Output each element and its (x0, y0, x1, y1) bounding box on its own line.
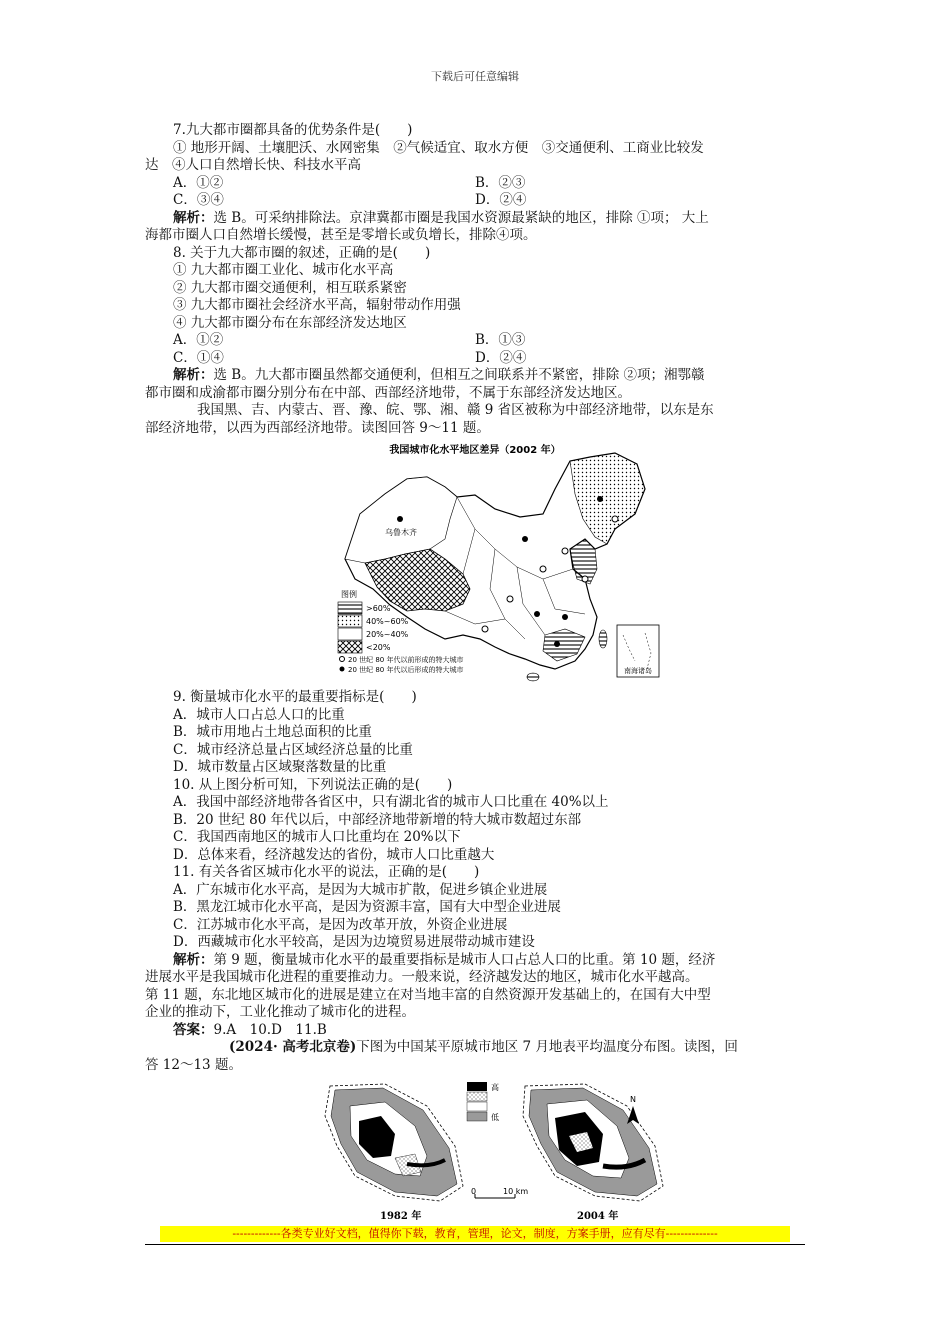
answers-value: 9.A 10.D 11.B (213, 1021, 327, 1038)
answers-label: 答案： (173, 1021, 214, 1038)
map1-city-marker (612, 516, 618, 522)
q7-explanation-line2: 海都市圈人口自然增长缓慢，甚至是零增长或负增长，排除④项。 (145, 227, 537, 243)
q8-explanation-line2: 都市圈和成渝都市圈分别分布在中部、西部经济地带，不属于东部经济发达地区。 (145, 384, 631, 401)
map2-2004 (523, 1084, 663, 1201)
expl9-11-label: 解析： (173, 951, 214, 968)
q8-options-row2 (145, 350, 805, 368)
map2-scale-ten: 10 km (503, 1187, 529, 1196)
map1-legend-note1: 20 世纪 80 年代以前形成的特大城市 (348, 656, 464, 664)
q11-option-d: D．西藏城市化水平较高，是因为边境贸易进展带动城市建设 (173, 934, 535, 950)
q8-explanation-text: 选 B。九大都市圈虽然都交通便利，但相互之间联系并不紧密，排除 ②项；湘鄂赣 (213, 367, 705, 383)
q9-option-d: D．城市数量占区域聚落数量的比重 (173, 759, 387, 775)
map1-legend-new-city-icon (340, 667, 345, 672)
q8-explanation-label: 解析： (173, 367, 214, 383)
q7-option-a: A．①② (173, 174, 224, 191)
q8-options-row1 (145, 332, 805, 350)
document-body (145, 122, 805, 1226)
map1-city-marker (522, 536, 528, 542)
map2-legend-mid2 (467, 1102, 487, 1111)
map1-legend-note2: 20 世纪 80 年代以后形成的特大城市 (348, 666, 464, 674)
map1-legend-40-60: 40%~60% (366, 617, 409, 626)
q11-option-a: A．广东城市化水平高，是因为大城市扩散，促进乡镇企业进展 (173, 881, 548, 898)
q7-option-c: C．③④ (173, 192, 224, 208)
map2-scale-zero: 0 (471, 1187, 477, 1196)
map1-city-marker (507, 596, 513, 602)
map1-city-marker (562, 548, 568, 554)
q12-intro-line2: 答 12～13 题。 (145, 1056, 242, 1073)
map1-title: 我国城市化水平地区差异（2002 年） (389, 445, 561, 456)
q7-options-row2 (145, 192, 805, 210)
q8-statement-1: ① 九大都市圈工业化、城市化水平高 (173, 262, 394, 278)
q10-option-a: A．我国中部经济地带各省区中，只有湖北省的城市人口比重在 40%以上 (173, 794, 609, 810)
map1-legend-lt20: <20% (366, 643, 391, 652)
map2-legend-high (467, 1082, 487, 1091)
intro-line2: 部经济地带，以西为西部经济地带。读图回答 9～11 题。 (145, 419, 490, 436)
q10-stem: 10. 从上图分析可知，下列说法正确的是( ) (173, 776, 453, 793)
q7-conditions-line1: ① 地形开阔、土壤肥沃、水网密集 ②气候适宜、取水方便 ③交通便利、工商业比较发 (173, 139, 704, 156)
map1-city-marker (597, 496, 603, 502)
q11-option-c: C．江苏城市化水平高，是因为改革开放，外资企业进展 (173, 916, 508, 933)
map1-hainan (527, 673, 539, 681)
map1-city-marker (562, 614, 568, 620)
q7-explanation-text: 选 B。可采纳排除法。京津冀都市圈是我国水资源最紧缺的地区，排除 ①项； 大上 (213, 209, 709, 226)
footer-divider (145, 1244, 805, 1245)
map1-city-marker (482, 626, 488, 632)
q10-option-c: C．我国西南地区的城市人口比重均在 20%以下 (173, 829, 461, 845)
map2-legend-low-label: 低 (491, 1113, 499, 1122)
map1-legend-swatch-lt20 (338, 641, 362, 653)
expl9-11-line1 (145, 952, 805, 970)
q12-intro-line1 (145, 1039, 805, 1057)
q8-explanation-line1 (145, 367, 805, 385)
urbanization-map (145, 439, 805, 689)
q8-option-d: D．②④ (475, 349, 527, 366)
q8-option-c: C．①④ (173, 349, 224, 366)
q7-stem: 7.九大都市圈都具备的优势条件是( ) (173, 122, 413, 138)
map1-legend-swatch-gt60 (338, 602, 362, 614)
q12-source: (2024· 高考北京卷) (229, 1039, 357, 1055)
map1-legend-20-40: 20%~40% (366, 630, 409, 639)
q8-option-a: A．①② (173, 332, 224, 348)
temperature-map (145, 1076, 805, 1226)
q9-option-b: B．城市用地占土地总面积的比重 (173, 724, 372, 740)
expl9-11-text: 第 9 题，衡量城市化水平的最重要指标是城市人口占总人口的比重。第 10 题，经济 (213, 951, 716, 968)
map1-inset-label: 南海诸岛 (624, 667, 652, 675)
map1-legend-swatch-20-40 (338, 628, 362, 640)
map2-year-2004: 2004 年 (577, 1211, 619, 1222)
q7-explanation-line1 (145, 210, 805, 228)
q10-option-b: B．20 世纪 80 年代以后，中部经济地带新增的特大城市数超过东部 (173, 811, 582, 828)
map2-north-label: N (630, 1095, 636, 1104)
q7-options-row1 (145, 175, 805, 193)
q9-stem: 9. 衡量城市化水平的最重要指标是( ) (173, 689, 417, 705)
q8-statement-4: ④ 九大都市圈分布在东部经济发达地区 (173, 314, 407, 331)
map1-legend-old-city-icon (340, 657, 345, 662)
q7-explanation-label: 解析： (173, 209, 214, 226)
map2-legend-high-label: 高 (491, 1083, 499, 1092)
q7-option-b: B．②③ (475, 174, 526, 191)
answers-line (145, 1022, 805, 1040)
map2-legend-low (467, 1112, 487, 1121)
footer-banner: -------------各类专业好文档，值得你下载，教育，管理，论文，制度，方案手册，应有尽有-------------- (160, 1226, 790, 1242)
q7-option-d: D．②④ (475, 192, 527, 208)
map1-legend-gt60: >60% (366, 604, 391, 613)
map1-legend-title: 图例 (341, 590, 357, 599)
q8-stem: 8. 关于九大都市圈的叙述，正确的是( ) (173, 244, 431, 261)
map2-1982 (325, 1084, 463, 1201)
q11-option-b: B．黑龙江城市化水平高，是因为资源丰富，国有大中型企业进展 (173, 899, 561, 915)
map1-city-urumqi (397, 516, 403, 522)
q8-option-b: B．①③ (475, 332, 526, 348)
map1-city-urumqi-label: 乌鲁木齐 (385, 528, 417, 537)
map2-year-1982: 1982 年 (380, 1211, 422, 1222)
q8-statement-3: ③ 九大都市圈社会经济水平高，辐射带动作用强 (173, 297, 461, 313)
q9-option-a: A．城市人口占总人口的比重 (173, 706, 345, 723)
expl9-11-line4: 企业的推动下，工业化推动了城市化的进程。 (145, 1004, 415, 1020)
expl9-11-line3: 第 11 题，东北地区城市化的进展是建立在对当地丰富的自然资源开发基础上的，在国有大中型 (145, 986, 711, 1003)
intro-line1: 我国黑、吉、内蒙古、晋、豫、皖、鄂、湘、赣 9 省区被称为中部经济地带，以东是东 (197, 402, 714, 418)
page-header: 下载后可任意编辑 (431, 70, 519, 83)
q9-option-c: C．城市经济总量占区域经济总量的比重 (173, 741, 413, 758)
map2-legend-mid1 (467, 1092, 487, 1101)
map1-city-marker (582, 576, 588, 582)
q10-option-d: D．总体来看，经济越发达的省份，城市人口比重越大 (173, 846, 495, 863)
map1-taiwan (599, 630, 607, 648)
map1-city-marker (540, 566, 546, 572)
q8-statement-2: ② 九大都市圈交通便利，相互联系紧密 (173, 279, 407, 296)
q7-conditions-line2: 达 ④人口自然增长快、科技水平高 (145, 157, 361, 173)
expl9-11-line2: 进展水平是我国城市化进程的重要推动力。一般来说，经济越发达的地区，城市化水平越高。 (145, 969, 699, 985)
q11-stem: 11. 有关各省区城市化水平的说法，正确的是( ) (173, 864, 480, 880)
map1-city-marker (554, 641, 560, 647)
map1-legend-swatch-40-60 (338, 615, 362, 627)
map1-city-marker (534, 611, 540, 617)
q12-intro-text: 下图为中国某平原城市地区 7 月地表平均温度分布图。读图，回 (356, 1039, 738, 1055)
